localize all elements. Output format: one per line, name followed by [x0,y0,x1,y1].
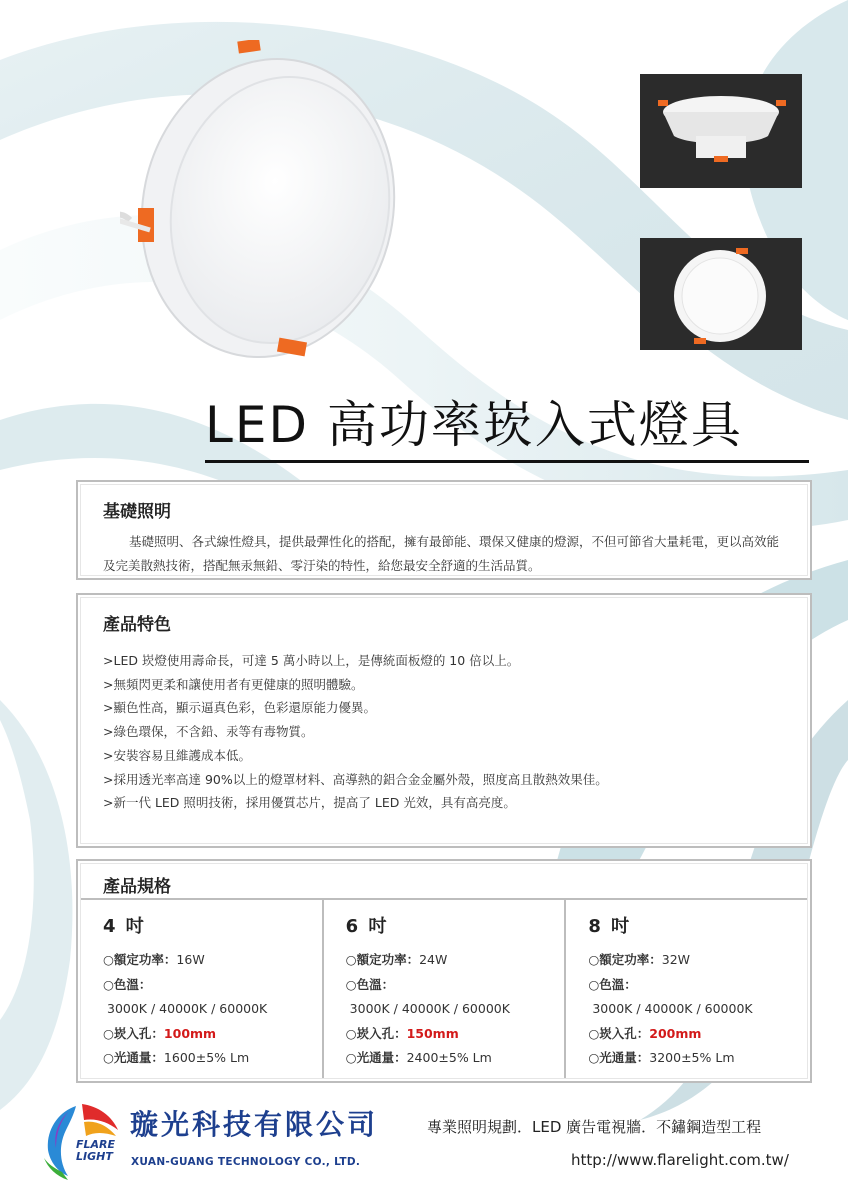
features-list [81,649,807,815]
spec-flux: ○光通量：3200±5% Lm [588,1050,735,1065]
spec-cct-value: 3000K / 40000K / 60000K [592,1001,753,1016]
spec-size: 8 吋 [588,916,632,937]
features-heading: 產品特色 [103,615,171,635]
product-specs-section [76,859,812,1083]
feature-item: >無頻閃更柔和讓使用者有更健康的照明體驗。 [103,676,364,692]
feature-item: >安裝容易且維護成本低。 [103,747,251,763]
hero-downlight-image [120,40,420,370]
spec-column-6inch [324,900,567,1078]
title-underline [205,460,809,463]
spec-cutout: ○崁入孔：100mm [103,1025,217,1041]
spec-cct-value: 3000K / 40000K / 60000K [107,1001,268,1016]
svg-text:LIGHT: LIGHT [76,1150,113,1163]
spec-column-8inch [566,900,807,1078]
spec-flux: ○光通量：1600±5% Lm [103,1050,250,1065]
spec-size: 6 吋 [345,916,389,937]
spec-power: ○額定功率：24W [345,952,448,967]
company-website-link[interactable]: http://www.flarelight.com.tw/ [571,1151,789,1169]
page-title: LED 高功率崁入式燈具 [205,396,743,454]
spec-cct-label: ○色溫： [588,976,637,992]
feature-item: >顯色性高，顯示逼真色彩，色彩還原能力優異。 [103,700,376,716]
company-slogan: 專業照明規劃．LED 廣告電視牆．不鏽鋼造型工程 [427,1118,762,1136]
basic-lighting-heading: 基礎照明 [103,502,171,522]
feature-item: >綠色環保，不含鉛、汞等有毒物質。 [103,724,314,740]
spec-cct-value: 3000K / 40000K / 60000K [349,1001,510,1016]
product-thumbnail-side [640,74,802,188]
flarelight-logo [38,1098,124,1182]
product-thumbnail-front [640,238,802,350]
svg-text:FLARE: FLARE [76,1138,116,1151]
spec-size: 4 吋 [103,916,146,937]
company-name: 璇光科技有限公司 [130,1108,379,1141]
spec-flux: ○光通量：2400±5% Lm [345,1050,492,1065]
spec-column-4inch [81,900,324,1078]
feature-item: >採用透光率高達 90%以上的燈罩材料、高導熱的鋁合金金屬外殼，照度高且散熱效果佳。 [103,771,608,787]
spec-cct-label: ○色溫： [345,976,395,992]
specs-table [81,900,807,1078]
spec-power: ○額定功率：16W [103,952,205,967]
feature-item: >LED 崁燈使用壽命長，可達 5 萬小時以上，是傳統面板燈的 10 倍以上。 [103,653,520,668]
specs-heading: 產品規格 [81,864,807,900]
company-name-english: XUAN-GUANG TECHNOLOGY CO., LTD. [131,1156,361,1168]
basic-lighting-section [76,480,812,580]
basic-lighting-paragraph: 基礎照明、各式線性燈具，提供最彈性化的搭配，擁有最節能、環保又健康的燈源，不但可節省大量耗電，更以高效能及完美散熱技術，搭配無汞無鉛、零汙染的特性，給您最安全舒適的生活品質。 [103,534,780,573]
feature-item: >新一代 LED 照明技術，採用優質芯片，提高了 LED 光效，具有高亮度。 [103,795,516,811]
spec-cutout: ○崁入孔：200mm [588,1025,702,1041]
spec-cct-label: ○色溫： [103,976,152,992]
spec-cutout: ○崁入孔：150mm [345,1025,459,1041]
spec-power: ○額定功率：32W [588,952,691,967]
product-features-section [76,593,812,848]
